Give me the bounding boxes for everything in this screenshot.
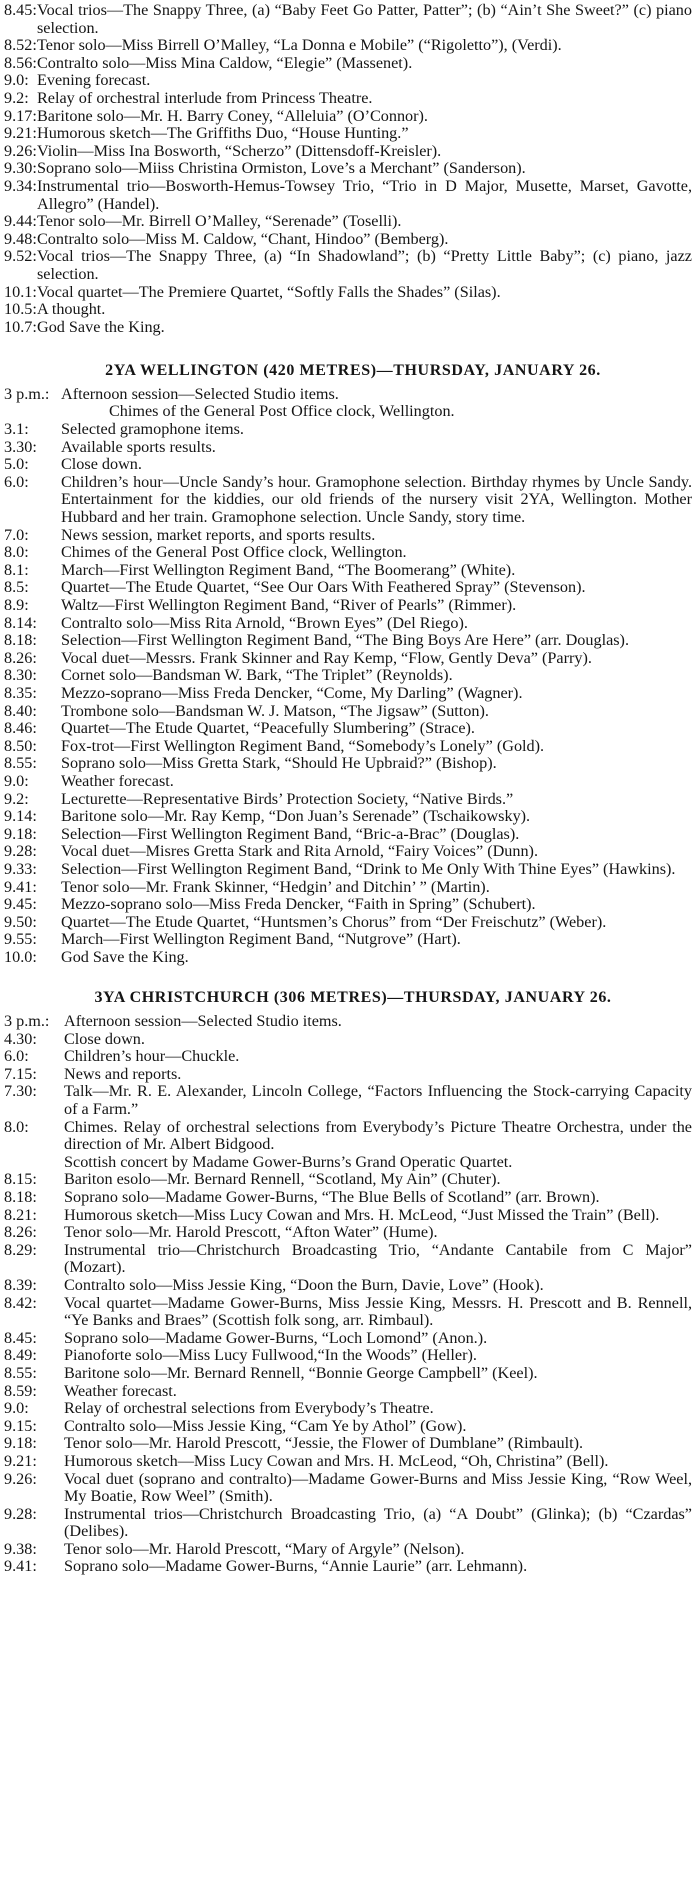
programme-entry bbox=[0, 931, 700, 949]
entry-text: Evening forecast. bbox=[37, 71, 151, 90]
entry-time: 8.21: bbox=[4, 1205, 37, 1224]
entry-text: Afternoon session—Selected Studio items. bbox=[61, 384, 339, 403]
entry-time: 9.18: bbox=[4, 1434, 37, 1453]
entry-text: Vocal duet—Misres Gretta Stark and Rita Arnold, “Fairy Voices” (Dunn). bbox=[61, 842, 538, 861]
entry-time: 9.41: bbox=[4, 877, 37, 896]
programme-entry bbox=[0, 1083, 700, 1118]
entry-time: 9.28: bbox=[4, 842, 37, 861]
entry-time: 8.45: bbox=[4, 1328, 37, 1347]
section-3ya-christchurch bbox=[0, 989, 700, 1576]
entry-time: 9.15: bbox=[4, 1416, 37, 1435]
entry-time: 8.59: bbox=[4, 1381, 37, 1400]
programme-entry bbox=[0, 1330, 700, 1348]
programme-entry bbox=[0, 2, 700, 37]
programme-entry bbox=[0, 1295, 700, 1330]
programme-entry bbox=[0, 1418, 700, 1436]
entry-text: Humorous sketch—Miss Lucy Cowan and Mrs. H. McLeod, “Oh, Christina” (Bell). bbox=[64, 1451, 609, 1470]
programme-entry bbox=[0, 1207, 700, 1225]
entry-text: Vocal duet—Messrs. Frank Skinner and Ray Kemp, “Flow, Gently Deva” (Parry). bbox=[61, 648, 592, 667]
programme-entry bbox=[0, 808, 700, 826]
programme-entry bbox=[0, 421, 700, 439]
programme-entry bbox=[0, 615, 700, 633]
entry-text: Mezzo-soprano—Miss Freda Dencker, “Come, My Darling” (Wagner). bbox=[61, 683, 523, 702]
programme-entry bbox=[0, 914, 700, 932]
entry-text: Chimes of the General Post Office clock, Wellington. bbox=[61, 543, 407, 562]
programme-entry bbox=[0, 1471, 700, 1506]
programme-entry bbox=[0, 579, 700, 597]
entry-text: Contralto solo—Miss Jessie King, “Cam Ye by Athol” (Gow). bbox=[64, 1416, 467, 1435]
programme-entry bbox=[0, 773, 700, 791]
programme-entry bbox=[0, 1013, 700, 1031]
entry-text: Vocal trios—The Snappy Three, (a) “In Shadowland”; (b) “Pretty Little Baby”; (c) piano, jazz selection. bbox=[37, 247, 692, 283]
entry-text: News and reports. bbox=[64, 1064, 182, 1083]
entry-text: Pianoforte solo—Miss Lucy Fullwood,“In the Woods” (Heller). bbox=[64, 1346, 477, 1365]
entry-time: 8.30: bbox=[4, 666, 37, 685]
entry-text: God Save the King. bbox=[61, 947, 189, 966]
entry-text: Vocal duet (soprano and contralto)—Madame Gower-Burns and Miss Jessie King, “Row Weel, My Boatie, Row Weel” (Smith). bbox=[64, 1469, 692, 1506]
entry-text: Violin—Miss Ina Bosworth, “Scherzo” (Dittensdoff-Kreisler). bbox=[37, 141, 442, 160]
entry-text: Soprano solo—Miiss Christina Ormiston, Love’s a Merchant” (Sanderson). bbox=[37, 159, 526, 178]
entry-time: 9.50: bbox=[4, 912, 37, 931]
programme-entry bbox=[0, 1435, 700, 1453]
entry-time: 6.0: bbox=[4, 1047, 29, 1066]
programme-entry bbox=[0, 1031, 700, 1049]
entry-time: 8.14: bbox=[4, 613, 37, 632]
section-2ya-wellington bbox=[0, 362, 700, 966]
entry-time: 8.50: bbox=[4, 736, 37, 755]
entry-text: Humorous sketch—The Griffiths Duo, “House Hunting.” bbox=[37, 124, 409, 143]
programme-entry bbox=[0, 301, 700, 319]
programme-entry bbox=[0, 1119, 700, 1154]
entry-text: Instrumental trio—Bosworth-Hemus-Towsey Trio, “Trio in D Major, Musette, Marset, Gavotte, Allegro” (Handel). bbox=[37, 176, 692, 213]
programme-entry bbox=[0, 597, 700, 615]
programme-entry bbox=[0, 861, 700, 879]
entry-time: 8.56: bbox=[4, 53, 37, 72]
entry-time: 9.52: bbox=[4, 247, 37, 266]
entry-text: Quartet—The Etude Quartet, “See Our Oars With Feathered Spray” (Stevenson). bbox=[61, 578, 586, 597]
entry-time: 10.0: bbox=[4, 947, 37, 966]
entry-text: Tenor solo—Mr. Harold Prescott, “Afton Water” (Hume). bbox=[64, 1223, 438, 1242]
programme-entry bbox=[0, 1066, 700, 1084]
programme-entry bbox=[0, 248, 700, 283]
entry-time: 9.38: bbox=[4, 1539, 37, 1558]
entry-time: 8.35: bbox=[4, 683, 37, 702]
programme-entry bbox=[0, 37, 700, 55]
entry-time: 8.29: bbox=[4, 1240, 37, 1259]
entry-time: 9.48: bbox=[4, 229, 37, 248]
entry-time: 9.55: bbox=[4, 930, 37, 949]
entry-time: 8.52: bbox=[4, 36, 37, 55]
entry-time: 7.30: bbox=[4, 1082, 37, 1101]
entry-text: Quartet—The Etude Quartet, “Huntsmen’s Chorus” from “Der Freischutz” (Weber). bbox=[61, 912, 607, 931]
programme-entry bbox=[0, 1365, 700, 1383]
entry-text: Tenor solo—Mr. Harold Prescott, “Jessie, the Flower of Dumblane” (Rimbault). bbox=[64, 1434, 584, 1453]
programme-entry bbox=[0, 1242, 700, 1277]
entry-time: 8.5: bbox=[4, 578, 29, 597]
programme-entry bbox=[0, 826, 700, 844]
entry-time: 9.26: bbox=[4, 1469, 37, 1488]
entry-text: Soprano solo—Madame Gower-Burns, “Loch Lomond” (Anon.). bbox=[64, 1328, 488, 1347]
section-heading: 2YA WELLINGTON (420 METRES)—THURSDAY, JANUARY 26. bbox=[105, 362, 601, 380]
programme-entry bbox=[0, 1506, 700, 1541]
programme-entry bbox=[0, 632, 700, 650]
entry-time: 8.45: bbox=[4, 1, 37, 19]
programme-entry bbox=[0, 1453, 700, 1471]
entry-text: Vocal quartet—The Premiere Quartet, “Softly Falls the Shades” (Silas). bbox=[37, 282, 501, 301]
entry-text: Relay of orchestral selections from Everybody’s Theatre. bbox=[64, 1399, 434, 1418]
programme-entry bbox=[0, 90, 700, 108]
entry-text: Contralto solo—Miss Rita Arnold, “Brown Eyes” (Del Riego). bbox=[61, 613, 468, 632]
entry-text: Selection—First Wellington Regiment Band, “The Bing Boys Are Here” (arr. Douglas). bbox=[61, 631, 629, 650]
programme-entry bbox=[0, 544, 700, 562]
programme-entry bbox=[0, 685, 700, 703]
programme-entry bbox=[0, 1171, 700, 1189]
entry-text: Close down. bbox=[61, 455, 142, 474]
entry-text: Contralto solo—Miss M. Caldow, “Chant, Hindoo” (Bemberg). bbox=[37, 229, 449, 248]
entry-text: Selection—First Wellington Regiment Band, “Bric-a-Brac” (Douglas). bbox=[61, 824, 520, 843]
programme-entry bbox=[0, 896, 700, 914]
entry-time: 9.44: bbox=[4, 212, 37, 231]
programme-entry bbox=[0, 55, 700, 73]
entry-text: Tenor solo—Mr. Frank Skinner, “Hedgin’ and Ditchin’ ” (Martin). bbox=[61, 877, 490, 896]
entry-text: Soprano solo—Miss Gretta Stark, “Should He Upbraid?” (Bishop). bbox=[61, 754, 497, 773]
entry-time: 8.39: bbox=[4, 1275, 37, 1294]
entry-time: 8.26: bbox=[4, 1223, 37, 1242]
programme-entry bbox=[0, 72, 700, 90]
programme-entry bbox=[0, 231, 700, 249]
programme-entry bbox=[0, 319, 700, 337]
entry-text: A thought. bbox=[37, 300, 106, 319]
programme-entry bbox=[0, 949, 700, 967]
programme-entry bbox=[0, 1400, 700, 1418]
entry-time: 9.14: bbox=[4, 807, 37, 826]
entry-time: 8.55: bbox=[4, 754, 37, 773]
programme-entry bbox=[0, 1048, 700, 1066]
programme-entry bbox=[0, 562, 700, 580]
entry-text: Lecturette—Representative Birds’ Protection Society, “Native Birds.” bbox=[61, 789, 514, 808]
entry-text: Contralto solo—Miss Mina Caldow, “Elegie” (Massenet). bbox=[37, 53, 413, 72]
programme-entry bbox=[0, 755, 700, 773]
programme-entry bbox=[0, 1347, 700, 1365]
entry-text: Mezzo-soprano solo—Miss Freda Dencker, “Faith in Spring” (Schubert). bbox=[61, 895, 536, 914]
programme-entry bbox=[0, 1558, 700, 1576]
entry-text: God Save the King. bbox=[37, 317, 165, 336]
entry-text: Scottish concert by Madame Gower-Burns’s Grand Operatic Quartet. bbox=[64, 1152, 513, 1171]
entry-time: 8.18: bbox=[4, 631, 37, 650]
entry-time: 3 p.m.: bbox=[4, 1012, 50, 1031]
entry-time: 7.0: bbox=[4, 525, 29, 544]
entry-text: Instrumental trios—Christchurch Broadcasting Trio, (a) “A Doubt” (Glinka); (b) “Czardas” (Delibes). bbox=[64, 1504, 692, 1541]
entry-text: Talk—Mr. R. E. Alexander, Lincoln College, “Factors Influencing the Stock-carrying Capacity of a Farm.” bbox=[64, 1082, 692, 1119]
entry-text: March—First Wellington Regiment Band, “Nutgrove” (Hart). bbox=[61, 930, 461, 949]
entry-time: 9.41: bbox=[4, 1557, 37, 1576]
programme-entry bbox=[0, 108, 700, 126]
entry-time: 9.17: bbox=[4, 106, 37, 125]
programme-entry bbox=[0, 667, 700, 685]
entry-text: News session, market reports, and sports results. bbox=[61, 525, 376, 544]
entry-text: Cornet solo—Bandsman W. Bark, “The Triplet” (Reynolds). bbox=[61, 666, 453, 685]
entry-time: 9.30: bbox=[4, 159, 37, 178]
programme-entry bbox=[0, 143, 700, 161]
section-heading: 3YA CHRISTCHURCH (306 METRES)—THURSDAY, JANUARY 26. bbox=[94, 989, 612, 1007]
entry-time: 8.46: bbox=[4, 719, 37, 738]
entry-text: Afternoon session—Selected Studio items. bbox=[64, 1012, 342, 1031]
entry-text: Vocal trios—The Snappy Three, (a) “Baby Feet Go Patter, Patter”; (b) “Ain’t She Sweet?” (c) piano selection. bbox=[37, 1, 692, 37]
entry-time: 9.0: bbox=[4, 71, 29, 90]
programme-entry bbox=[0, 178, 700, 213]
entry-time: 10.5: bbox=[4, 300, 37, 319]
entry-text: March—First Wellington Regiment Band, “The Boomerang” (White). bbox=[61, 560, 516, 579]
entry-time: 8.55: bbox=[4, 1363, 37, 1382]
entry-text: Baritone solo—Mr. Bernard Rennell, “Bonnie George Campbell” (Keel). bbox=[64, 1363, 538, 1382]
entry-text: Humorous sketch—Miss Lucy Cowan and Mrs. H. McLeod, “Just Missed the Train” (Bell). bbox=[64, 1205, 660, 1224]
entry-time: 9.2: bbox=[4, 789, 29, 808]
entry-text: Available sports results. bbox=[61, 437, 216, 456]
programme-entry bbox=[0, 1383, 700, 1401]
entry-text: Close down. bbox=[64, 1029, 145, 1048]
programme-entry bbox=[0, 650, 700, 668]
entry-time: 10.7: bbox=[4, 317, 37, 336]
entry-text: Contralto solo—Miss Jessie King, “Doon the Burn, Davie, Love” (Hook). bbox=[64, 1275, 544, 1294]
entry-time: 3.1: bbox=[4, 420, 29, 439]
entry-text: Tenor solo—Mr. Harold Prescott, “Mary of Argyle” (Nelson). bbox=[64, 1539, 465, 1558]
programme-entry bbox=[0, 527, 700, 545]
entry-text: Selected gramophone items. bbox=[61, 420, 244, 439]
entry-text: Selection—First Wellington Regiment Band, “Drink to Me Only With Thine Eyes” (Hawkins). bbox=[61, 859, 676, 878]
entry-text: Chimes of the General Post Office clock, Wellington. bbox=[109, 402, 455, 421]
entry-time: 8.1: bbox=[4, 560, 29, 579]
entry-text: Soprano solo—Madame Gower-Burns, “The Blue Bells of Scotland” (arr. Brown). bbox=[64, 1188, 600, 1206]
entry-text: Instrumental trio—Christchurch Broadcasting Trio, “Andante Cantabile from C Major” (Mozart). bbox=[64, 1240, 692, 1277]
programme-entry bbox=[0, 1189, 700, 1207]
entry-time: 9.21: bbox=[4, 1451, 37, 1470]
programme-entry bbox=[0, 213, 700, 231]
programme-entry bbox=[0, 703, 700, 721]
programme-entry bbox=[0, 1277, 700, 1295]
entry-time: 8.42: bbox=[4, 1293, 37, 1312]
entry-text: Waltz—First Wellington Regiment Band, “River of Pearls” (Rimmer). bbox=[61, 596, 517, 614]
entry-time: 9.34: bbox=[4, 176, 37, 195]
entry-time: 4.30: bbox=[4, 1029, 37, 1048]
entry-time: 9.0: bbox=[4, 1399, 29, 1418]
programme-entry bbox=[0, 403, 700, 421]
entry-text: Weather forecast. bbox=[64, 1381, 177, 1400]
entry-time: 9.28: bbox=[4, 1504, 37, 1523]
entry-text: Trombone solo—Bandsman W. J. Matson, “The Jigsaw” (Sutton). bbox=[61, 701, 489, 720]
programme-entry bbox=[0, 720, 700, 738]
programme-entry bbox=[0, 879, 700, 897]
programme-entry bbox=[0, 456, 700, 474]
entry-text: Children’s hour—Uncle Sandy’s hour. Gramophone selection. Birthday rhymes by Uncle Sandy. Entertainment for the kiddies, our old friends of the nursery visit 2YA, Wellington. Mother Hubbard and her train. Gramophone selection. Uncle Sandy, story time. bbox=[61, 472, 692, 527]
programme-entry bbox=[0, 1154, 700, 1172]
entry-text: Vocal quartet—Madame Gower-Burns, Miss Jessie King, Messrs. H. Prescott and B. Rennell, “Ye Banks and Braes” (Scottish folk song, arr. Rimbaul). bbox=[64, 1293, 692, 1330]
programme-entry bbox=[0, 386, 700, 404]
programme-entry bbox=[0, 791, 700, 809]
programme-entry bbox=[0, 439, 700, 457]
entry-text: Bariton esolo—Mr. Bernard Rennell, “Scotland, My Ain” (Chuter). bbox=[64, 1170, 501, 1189]
entry-text: Baritone solo—Mr. Ray Kemp, “Don Juan’s Serenade” (Tschaikowsky). bbox=[61, 807, 531, 826]
entry-text: Chimes. Relay of orchestral selections from Everybody’s Picture Theatre Orchestra, under the direction of Mr. Albert Bidgood. bbox=[64, 1117, 692, 1154]
entry-text: Tenor solo—Miss Birrell O’Malley, “La Donna e Mobile” (“Rigoletto”), (Verdi). bbox=[37, 36, 562, 55]
entry-time: 9.45: bbox=[4, 895, 37, 914]
entry-text: Children’s hour—Chuckle. bbox=[64, 1047, 240, 1066]
entry-time: 9.2: bbox=[4, 88, 29, 107]
programme-entry bbox=[0, 284, 700, 302]
entry-time: 8.18: bbox=[4, 1188, 37, 1206]
entry-text: Quartet—The Etude Quartet, “Peacefully Slumbering” (Strace). bbox=[61, 719, 475, 738]
programme-entry bbox=[0, 125, 700, 143]
programme-entry bbox=[0, 474, 700, 527]
entry-time: 6.0: bbox=[4, 472, 29, 491]
entry-time: 7.15: bbox=[4, 1064, 37, 1083]
section-1ya-continued bbox=[0, 0, 700, 336]
entry-time: 8.26: bbox=[4, 648, 37, 667]
entry-time: 10.1: bbox=[4, 282, 37, 301]
entry-time: 9.0: bbox=[4, 771, 29, 790]
entry-time: 8.15: bbox=[4, 1170, 37, 1189]
entry-text: Baritone solo—Mr. H. Barry Coney, “Alleluia” (O’Connor). bbox=[37, 106, 428, 125]
entry-time: 9.26: bbox=[4, 141, 37, 160]
entry-time: 8.40: bbox=[4, 701, 37, 720]
programme-entry bbox=[0, 160, 700, 178]
programme-entry bbox=[0, 1224, 700, 1242]
entry-time: 8.9: bbox=[4, 596, 29, 614]
entry-text: Tenor solo—Mr. Birrell O’Malley, “Serenade” (Toselli). bbox=[37, 212, 402, 231]
entry-time: 9.21: bbox=[4, 124, 37, 143]
programme-entry bbox=[0, 738, 700, 756]
entry-time: 5.0: bbox=[4, 455, 29, 474]
entry-time: 9.33: bbox=[4, 859, 37, 878]
programme-entry bbox=[0, 1541, 700, 1559]
entry-text: Soprano solo—Madame Gower-Burns, “Annie Laurie” (arr. Lehmann). bbox=[64, 1557, 528, 1576]
entry-time: 8.0: bbox=[4, 1117, 29, 1136]
entry-text: Weather forecast. bbox=[61, 771, 174, 790]
entry-time: 3 p.m.: bbox=[4, 384, 50, 403]
entry-time: 9.18: bbox=[4, 824, 37, 843]
entry-time: 8.49: bbox=[4, 1346, 37, 1365]
entry-text: Relay of orchestral interlude from Princess Theatre. bbox=[37, 88, 373, 107]
entry-text: Fox-trot—First Wellington Regiment Band, “Somebody’s Lonely” (Gold). bbox=[61, 736, 545, 755]
entry-time: 3.30: bbox=[4, 437, 37, 456]
programme-entry bbox=[0, 843, 700, 861]
entry-time: 8.0: bbox=[4, 543, 29, 562]
